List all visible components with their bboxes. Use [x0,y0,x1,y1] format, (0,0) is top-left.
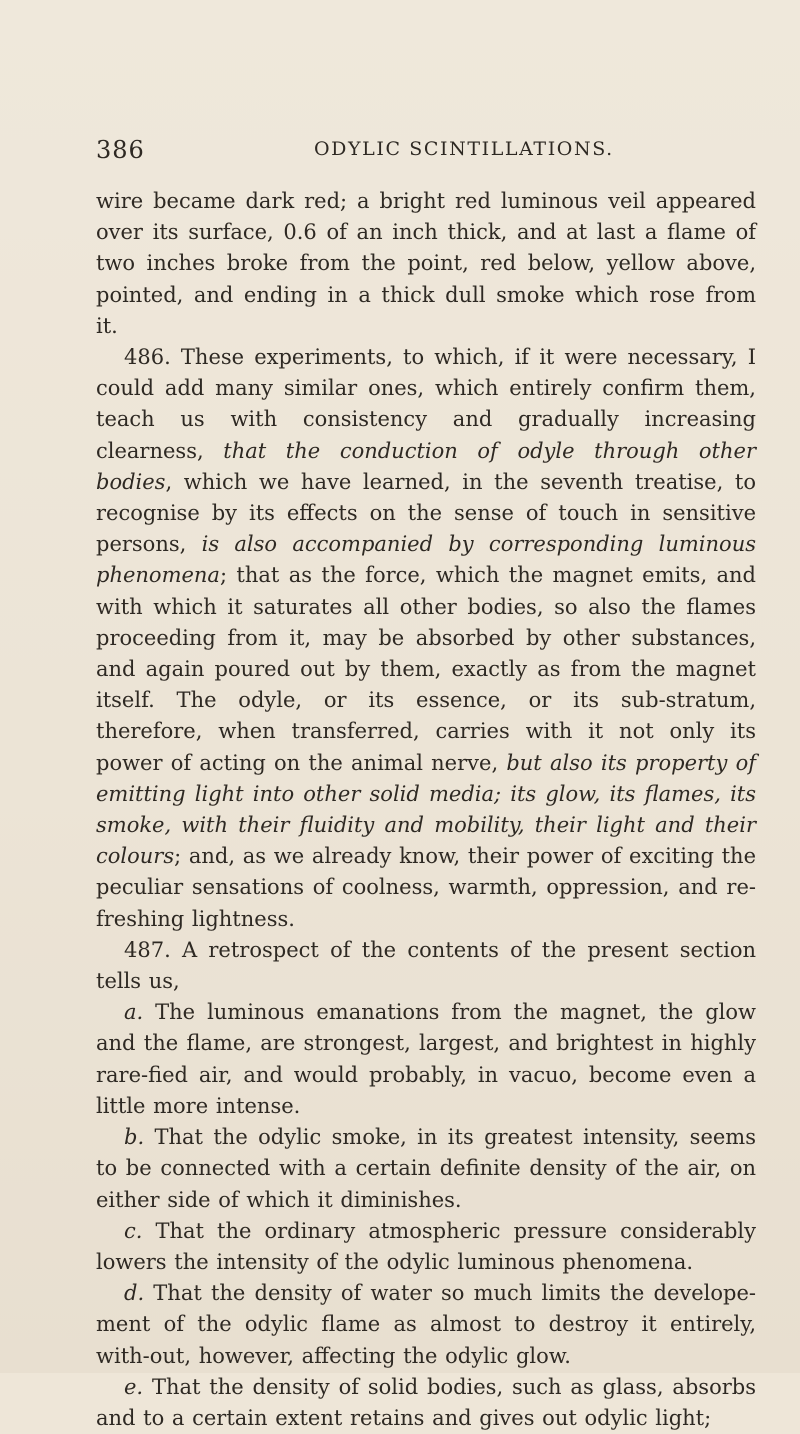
text-segment: That the density of solid bodies, such as glass, absorbs and to a certain extent retains and gives out odylic light; [96,1374,756,1430]
italic-segment: is also accompanied by corresponding luminous phenomena [96,532,756,588]
running-title: ODYLIC SCINTILLATIONS. [314,138,614,160]
item-letter: a. [124,1000,144,1025]
text-segment: wire became dark red; a bright red luminous veil appeared over its surface, 0.6 of an inch thick, and at last a flame of two inches broke from the point, red below, yellow above, pointed, and ending in a thick dull smoke which rose from it. [96,189,756,338]
text-segment: 487. A retrospect of the contents of the present section tells us, [96,937,756,994]
italic-segment: that the conduction of odyle through other bodies [96,438,756,494]
text-segment: ; and, as we already know, their power of exciting the peculiar sensations of coolness, warmth, oppression, and re-freshing lightness. [96,844,756,931]
page-number: 386 [96,136,145,164]
italic-segment: but also its property of emitting light into other solid media; its glow, its flames, its smoke, with their fluidity and mobility, their light and their colours [96,750,756,869]
text-segment: , which we have learned, in the seventh treatise, to recognise by its effects on the sense of touch in sensitive persons, [96,469,756,557]
item-letter: c. [124,1218,143,1243]
list-item-b [96,1122,756,1216]
item-letter: b. [124,1125,145,1150]
body-text [96,186,756,1434]
text-segment: That the odylic smoke, in its greatest intensity, seems to be connected with a certain definite density of the air, on either side of which it diminishes. [96,1125,756,1212]
text-segment: The luminous emanations from the magnet, the glow and the flame, are strongest, largest, and brightest in highly rare-fied air, and would probably, in vacuo, become even a little more intense. [96,1000,756,1118]
text-segment: That the ordinary atmospheric pressure considerably lowers the intensity of the odylic luminous phenomena. [96,1218,756,1274]
text-segment: ; that as the force, which the magnet emits, and with which it saturates all other bodies, so also the flames proceeding from it, may be absorbed by other substances, and again poured out by them, exactly as from the magnet itself. The odyle, or its essence, or its sub-stratum, therefore, when transferred, carries with it not only its power of acting on the animal nerve, [96,563,756,775]
item-letter: e. [124,1374,144,1399]
list-item-c [96,1216,756,1278]
paragraph-486 [96,342,756,935]
list-item-a [96,997,756,1122]
list-item-d [96,1278,756,1372]
paragraph-continuation [96,186,756,342]
text-segment: 486. These experiments, to which, if it were necessary, I could add many similar ones, which entirely confirm them, teach us with consistency and gradually increasing clearness, [96,345,756,463]
item-letter: d. [124,1281,145,1306]
text-segment: That the density of water so much limits the develope-ment of the odylic flame as almost to destroy it entirely, with-out, however, affecting the odylic glow. [96,1281,756,1368]
paragraph-487 [96,935,756,997]
list-item-e [96,1372,756,1434]
page-header [96,136,756,170]
